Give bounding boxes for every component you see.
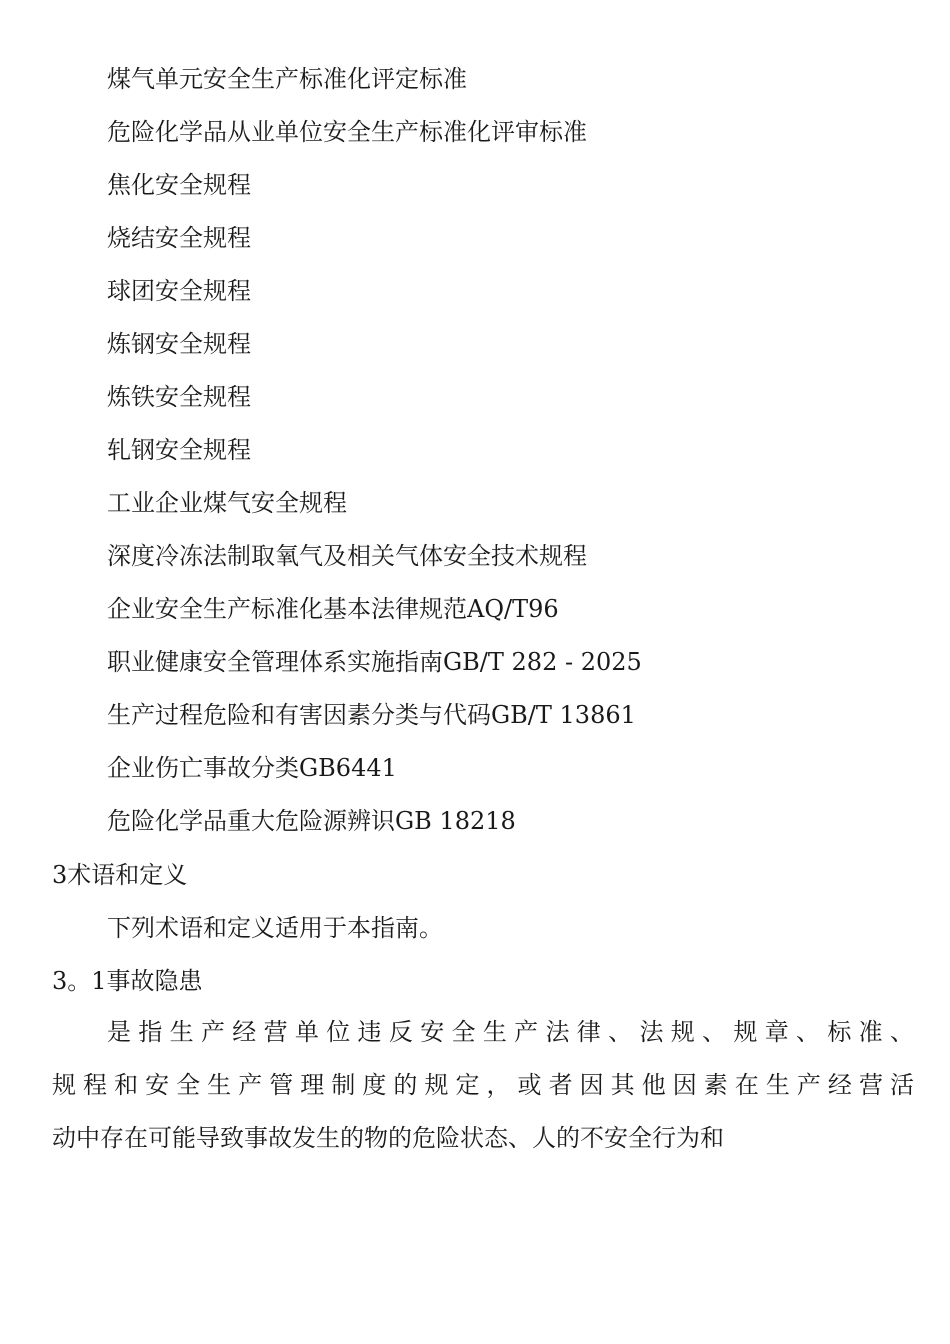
reference-item: 深度冷冻法制取氧气及相关气体安全技术规程 [107, 542, 587, 570]
paragraph-line: 动中存在可能导致事故发生的物的危险状态、人的不安全行为和 [52, 1124, 724, 1152]
reference-item: 炼钢安全规程 [107, 330, 251, 358]
reference-item: 企业安全生产标准化基本法律规范AQ/T96 [107, 595, 559, 623]
reference-item: 企业伤亡事故分类GB6441 [107, 754, 397, 782]
paragraph-line: 规程和安全生产管理制度的规定，或者因其他因素在生产经营活 [52, 1071, 914, 1099]
section-3-heading: 3术语和定义 [52, 861, 188, 889]
paragraph-line: 是指生产经营单位违反安全生产法律、法规、规章、标准、 [107, 1018, 914, 1046]
section-3-1-heading: 3。1事故隐患 [52, 967, 203, 995]
reference-item: 炼铁安全规程 [107, 383, 251, 411]
reference-item: 职业健康安全管理体系实施指南GB/T 282 - 2025 [107, 648, 642, 676]
reference-item: 球团安全规程 [107, 277, 251, 305]
section-3-intro: 下列术语和定义适用于本指南。 [107, 914, 443, 942]
reference-item: 工业企业煤气安全规程 [107, 489, 347, 517]
reference-item: 烧结安全规程 [107, 224, 251, 252]
reference-item: 焦化安全规程 [107, 171, 251, 199]
reference-item: 生产过程危险和有害因素分类与代码GB/T 13861 [107, 701, 636, 729]
reference-item: 危险化学品从业单位安全生产标准化评审标准 [107, 118, 587, 146]
reference-item: 煤气单元安全生产标准化评定标准 [107, 65, 467, 93]
reference-list [107, 62, 642, 857]
section-3-1-paragraph [52, 1015, 914, 1174]
reference-item: 轧钢安全规程 [107, 436, 251, 464]
reference-item: 危险化学品重大危险源辨识GB 18218 [107, 807, 516, 835]
